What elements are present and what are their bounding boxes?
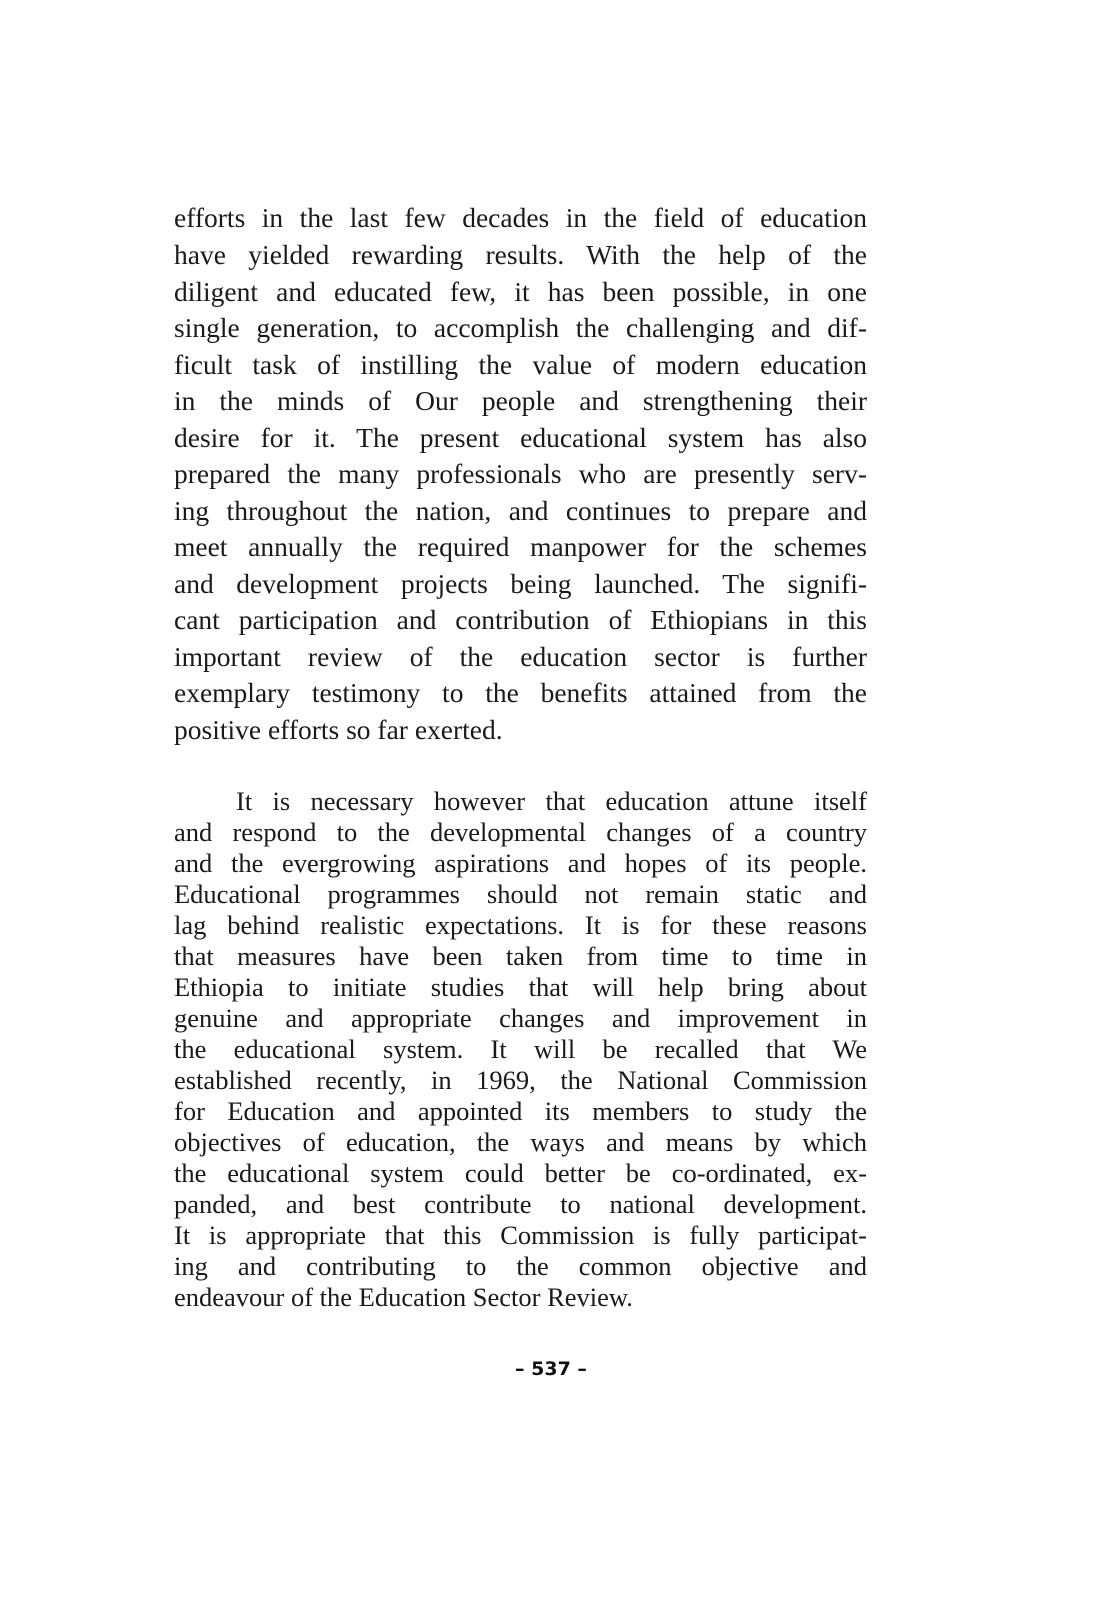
page-number: – 537 – xyxy=(515,1358,587,1380)
text-line: efforts in the last few decades in the field of education xyxy=(174,202,867,233)
text-line: in the minds of Our people and strengthening their xyxy=(174,385,867,416)
text-line: endeavour of the Education Sector Review. xyxy=(174,1282,633,1312)
text-line: Educational programmes should not remain static and xyxy=(174,879,867,909)
text-line: exemplary testimony to the benefits attained from the xyxy=(174,677,867,708)
text-line: established recently, in 1969, the National Commission xyxy=(174,1065,867,1095)
text-line: genuine and appropriate changes and improvement in xyxy=(174,1003,867,1033)
text-line: Ethiopia to initiate studies that will help bring about xyxy=(174,972,867,1002)
text-line: ing throughout the nation, and continues to prepare and xyxy=(174,495,867,526)
text-line: and the evergrowing aspirations and hopes of its people. xyxy=(174,848,867,878)
text-line: It is appropriate that this Commission is fully participat- xyxy=(174,1220,867,1250)
text-line: cant participation and contribution of Ethiopians in this xyxy=(174,604,867,635)
text-line: diligent and educated few, it has been possible, in one xyxy=(174,276,867,307)
text-line: the educational system. It will be recalled that We xyxy=(174,1034,867,1064)
text-line: prepared the many professionals who are presently serv- xyxy=(174,458,867,489)
text-line: for Education and appointed its members to study the xyxy=(174,1096,867,1126)
text-line: ing and contributing to the common objective and xyxy=(174,1251,867,1281)
text-line: that measures have been taken from time to time in xyxy=(174,941,867,971)
text-line: the educational system could better be co-ordinated, ex- xyxy=(174,1158,867,1188)
text-line: meet annually the required manpower for the schemes xyxy=(174,531,867,562)
text-line: It is necessary however that education attune itself xyxy=(236,786,867,816)
text-line: and respond to the developmental changes of a country xyxy=(174,817,867,847)
text-line: lag behind realistic expectations. It is for these reasons xyxy=(174,910,867,940)
text-line: important review of the education sector is further xyxy=(174,641,867,672)
text-line: objectives of education, the ways and means by which xyxy=(174,1127,867,1157)
text-line: have yielded rewarding results. With the help of the xyxy=(174,239,867,270)
text-line: positive efforts so far exerted. xyxy=(174,714,503,745)
text-line: single generation, to accomplish the challenging and dif- xyxy=(174,312,867,343)
text-line: desire for it. The present educational system has also xyxy=(174,422,867,453)
text-line: panded, and best contribute to national development. xyxy=(174,1189,867,1219)
text-line: and development projects being launched. The signifi- xyxy=(174,568,867,599)
text-line: ficult task of instilling the value of modern education xyxy=(174,349,867,380)
